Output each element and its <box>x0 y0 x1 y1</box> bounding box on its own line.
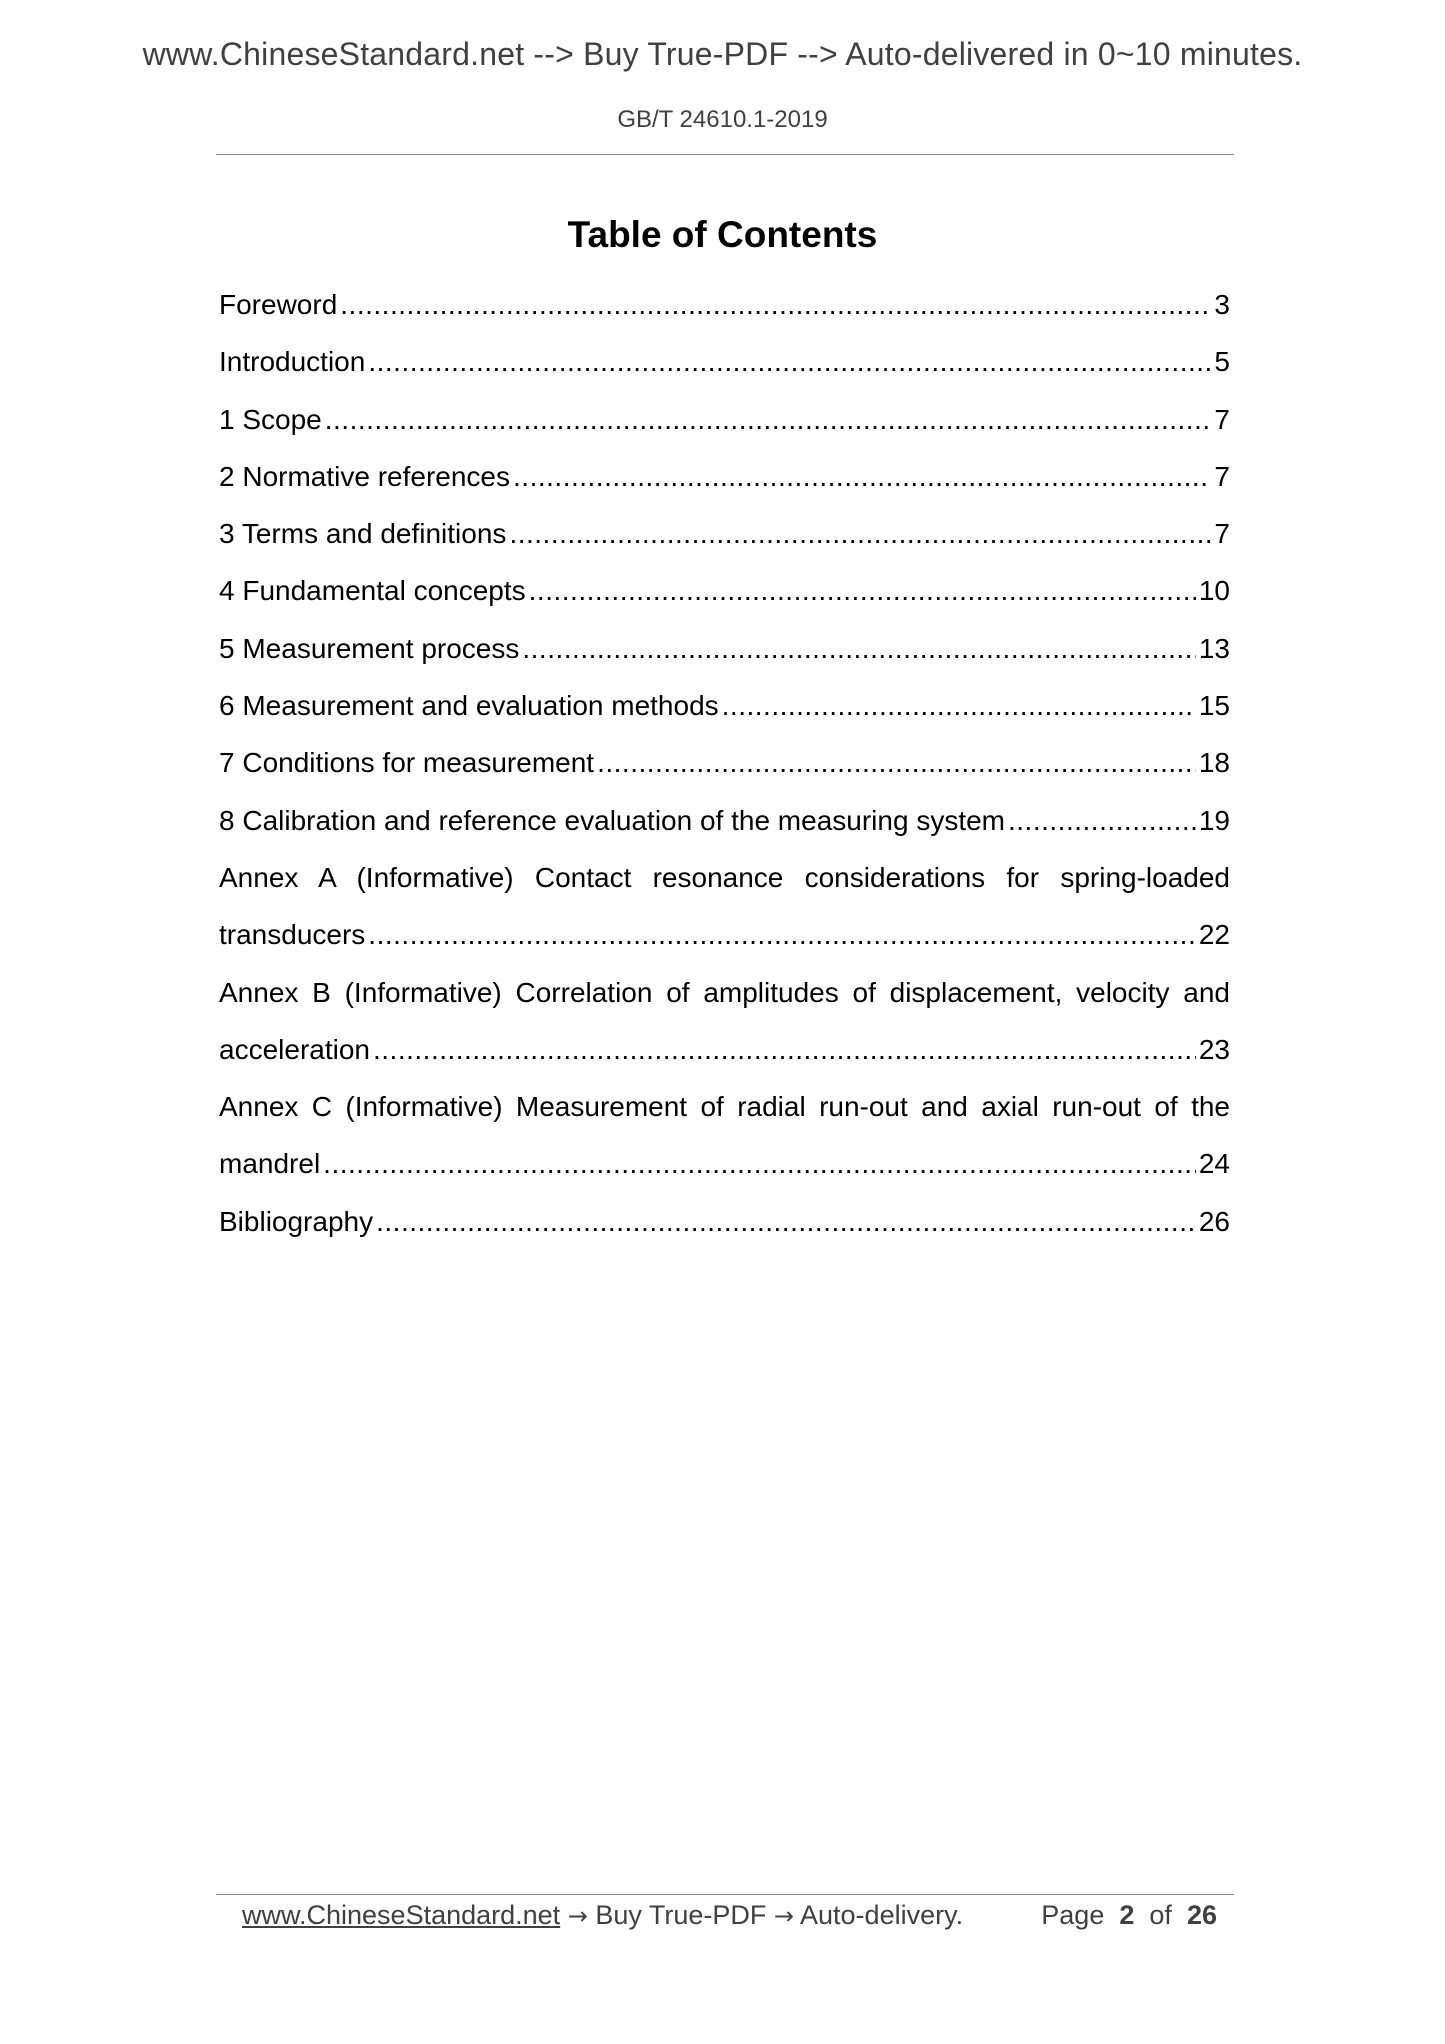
toc-leader-dots <box>376 1193 1196 1250</box>
standard-number: GB/T 24610.1-2019 <box>617 106 828 133</box>
toc-entry-text: 1 Scope <box>219 403 322 435</box>
toc-entry-text: 5 Measurement process <box>219 632 520 664</box>
toc-entry-foreword[interactable] <box>219 276 1230 333</box>
header-divider <box>216 154 1234 155</box>
toc-page-number: 7 <box>1214 460 1230 492</box>
toc-entry-measurement-evaluation-methods[interactable] <box>219 677 1230 734</box>
toc-entry-calibration[interactable] <box>219 792 1230 849</box>
toc-page-number: 3 <box>1214 289 1230 320</box>
toc-entry-text: transducers <box>219 919 366 951</box>
toc-entry-text: acceleration <box>219 1033 370 1065</box>
toc-entry-text: Introduction <box>219 346 366 378</box>
toc-leader-dots <box>368 333 1211 390</box>
footer-site-link[interactable]: www.ChineseStandard.net <box>242 1900 561 1930</box>
total-pages: 26 <box>1186 1900 1217 1930</box>
toc-page-number: 15 <box>1198 690 1230 722</box>
toc-leader-dots <box>522 620 1195 677</box>
toc-page-number: 13 <box>1198 632 1230 664</box>
of-label: of <box>1149 1900 1172 1930</box>
table-of-contents <box>219 276 1230 1250</box>
toc-entry-introduction[interactable] <box>219 333 1230 390</box>
toc-leader-dots <box>373 1021 1196 1078</box>
footer-divider <box>216 1894 1234 1895</box>
toc-entry-first-line: Annex C (Informative) Measurement of radial run-out and axial run-out of the <box>219 1091 1230 1123</box>
toc-entry-normative-references[interactable] <box>219 448 1230 505</box>
toc-page-number: 26 <box>1198 1205 1230 1237</box>
current-page: 2 <box>1119 1900 1135 1930</box>
toc-page-number: 22 <box>1198 919 1230 951</box>
toc-leader-dots <box>368 906 1196 963</box>
site-banner: www.ChineseStandard.net --> Buy True-PDF --> Auto-delivered in 0~10 minutes. <box>142 36 1303 72</box>
toc-leader-dots <box>323 1135 1196 1192</box>
toc-title: Table of Contents <box>567 214 878 255</box>
toc-leader-dots <box>509 505 1211 562</box>
toc-leader-dots <box>340 276 1211 333</box>
page-footer <box>242 1900 1217 1931</box>
toc-entry-bibliography[interactable] <box>219 1193 1230 1250</box>
toc-entry-text: Foreword <box>219 289 338 320</box>
toc-entry-text: 6 Measurement and evaluation methods <box>219 690 719 722</box>
toc-page-number: 24 <box>1198 1148 1230 1180</box>
toc-entry-text: mandrel <box>219 1148 321 1180</box>
toc-page-number: 7 <box>1214 518 1230 550</box>
toc-entry-text: 2 Normative references <box>219 460 511 492</box>
arrow-right-icon: → <box>773 1902 794 1930</box>
footer-promo <box>242 1900 963 1931</box>
toc-leader-dots <box>513 448 1211 505</box>
footer-delivery-text: Auto-delivery. <box>800 1900 964 1930</box>
toc-page-number: 5 <box>1214 346 1230 378</box>
toc-entry-scope[interactable] <box>219 391 1230 448</box>
toc-entry-text: Bibliography <box>219 1205 374 1237</box>
toc-page-number: 7 <box>1214 403 1230 435</box>
toc-leader-dots <box>722 677 1196 734</box>
toc-entry-text: 8 Calibration and reference evaluation of the measuring system <box>219 804 1005 836</box>
toc-entry-first-line: Annex A (Informative) Contact resonance considerations for spring-loaded <box>219 861 1230 893</box>
toc-entry-text: 4 Fundamental concepts <box>219 575 526 607</box>
toc-leader-dots <box>325 391 1212 448</box>
toc-entry-annex-b[interactable] <box>219 964 1230 1079</box>
toc-page-number: 23 <box>1198 1033 1230 1065</box>
toc-leader-dots <box>529 562 1196 619</box>
toc-entry-fundamental-concepts[interactable] <box>219 562 1230 619</box>
toc-entry-terms-and-definitions[interactable] <box>219 505 1230 562</box>
toc-entry-annex-c[interactable] <box>219 1078 1230 1193</box>
toc-entry-text: 7 Conditions for measurement <box>219 747 595 779</box>
toc-entry-conditions-for-measurement[interactable] <box>219 734 1230 791</box>
toc-page-number: 19 <box>1198 804 1230 836</box>
footer-buy-text: Buy True-PDF <box>595 1900 767 1930</box>
toc-entry-measurement-process[interactable] <box>219 620 1230 677</box>
toc-entry-first-line: Annex B (Informative) Correlation of amplitudes of displacement, velocity and <box>219 976 1230 1008</box>
page-label: Page <box>1041 1900 1105 1930</box>
arrow-right-icon: → <box>567 1902 588 1930</box>
toc-page-number: 10 <box>1198 575 1230 607</box>
toc-leader-dots <box>597 734 1196 791</box>
toc-leader-dots <box>1008 792 1196 849</box>
page-indicator <box>1041 1900 1217 1931</box>
toc-entry-text: 3 Terms and definitions <box>219 518 507 550</box>
toc-entry-annex-a[interactable] <box>219 849 1230 964</box>
toc-page-number: 18 <box>1198 747 1230 779</box>
